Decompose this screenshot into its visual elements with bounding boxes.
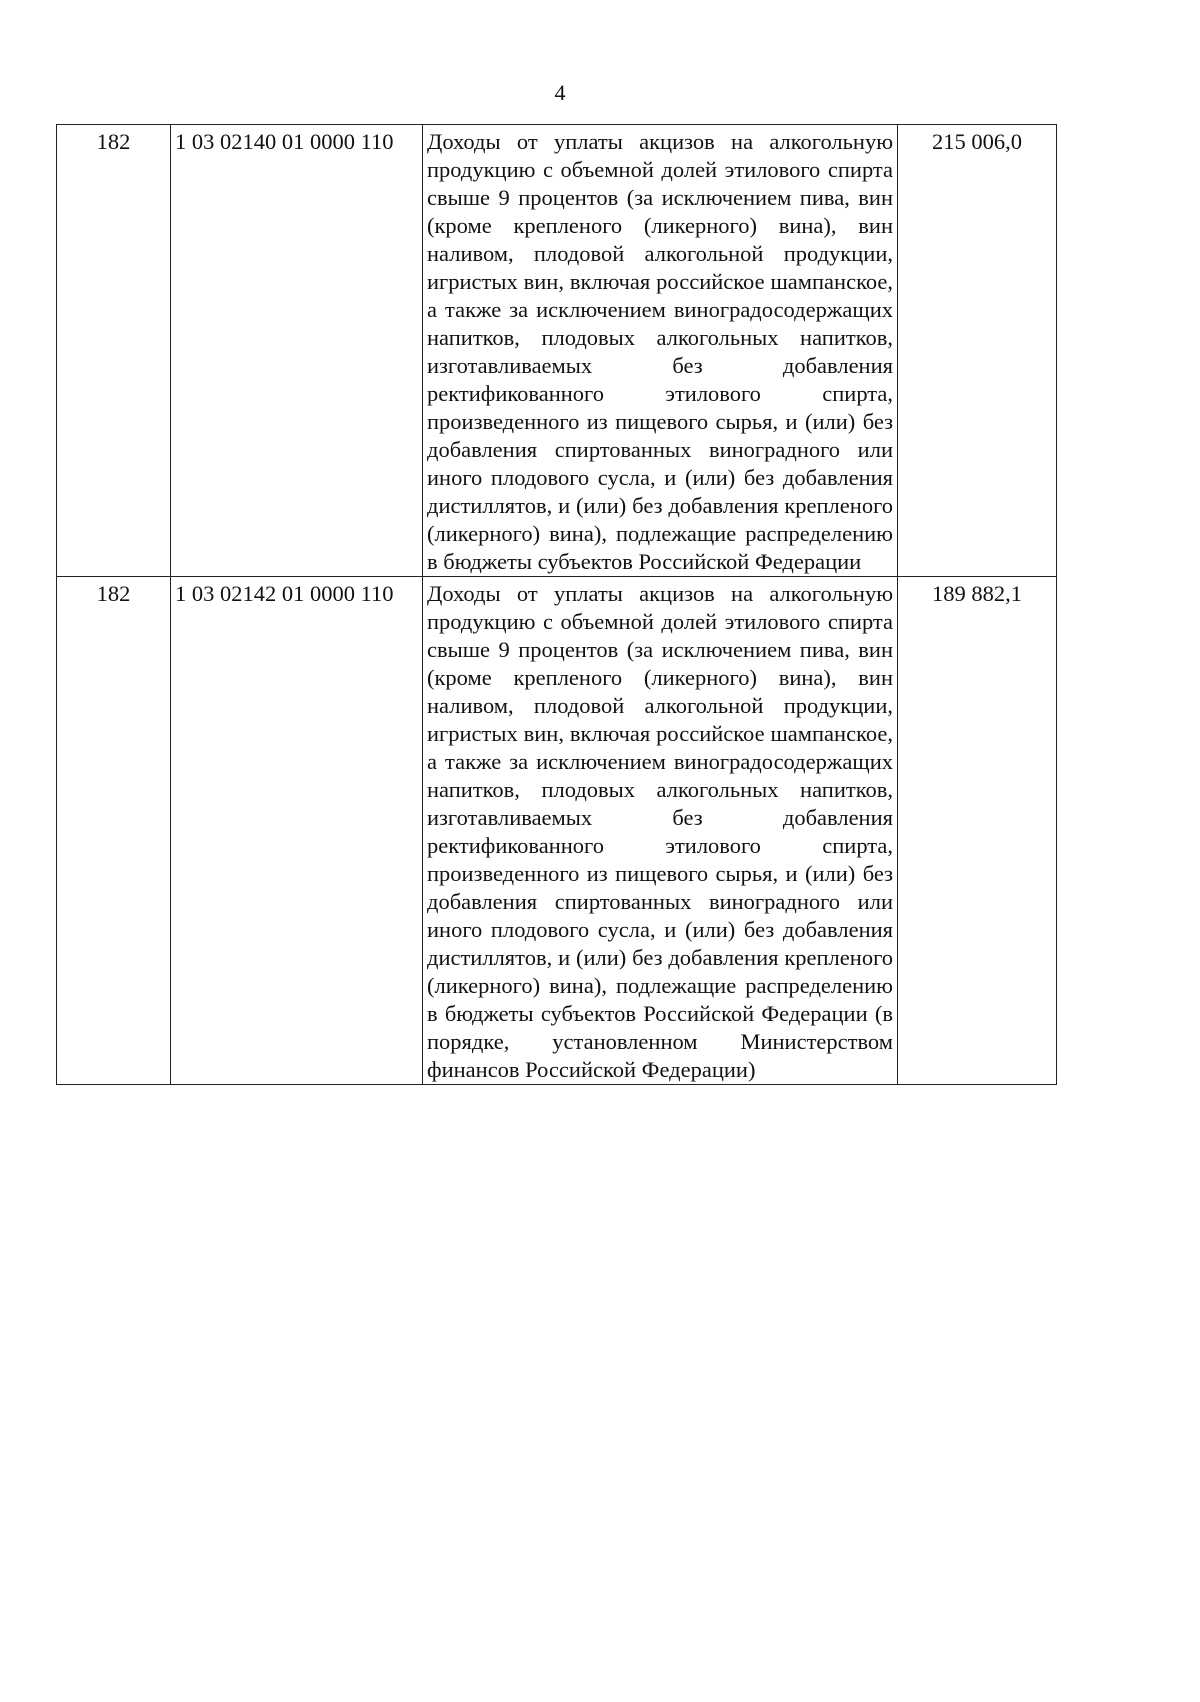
table-row — [57, 577, 1057, 1085]
page-number: 4 — [554, 80, 566, 105]
admin-code-cell: 182 — [57, 577, 171, 1085]
table-row — [57, 125, 1057, 577]
admin-code-cell: 182 — [57, 125, 171, 577]
kbk-code-cell: 1 03 02142 01 0000 110 — [171, 577, 423, 1085]
description-cell: Доходы от уплаты акцизов на алкогольную продукцию с объемной долей этилового спирта свыше 9 процентов (за исключением пива, вин (кроме крепленого (ликерного) вина), вин наливом, плодовой алкогольной продукции, игристых вин, включая российское шампанское, а также за исключением виноградосодержащих напитков, плодовых алкогольных напитков, изготавливаемых без добавления ректификованного этилового спирта, произведенного из пищевого сырья, и (или) без добавления спиртованных виноградного или иного плодового сусла, и (или) без добавления дистиллятов, и (или) без добавления крепленого (ликерного) вина), подлежащие распределению в бюджеты субъектов Российской Федерации (в порядке, установленном Министерством финансов Российской Федерации) — [423, 577, 898, 1085]
kbk-code-cell: 1 03 02140 01 0000 110 — [171, 125, 423, 577]
amount-cell: 189 882,1 — [898, 577, 1057, 1085]
description-cell: Доходы от уплаты акцизов на алкогольную продукцию с объемной долей этилового спирта свыше 9 процентов (за исключением пива, вин (кроме крепленого (ликерного) вина), вин наливом, плодовой алкогольной продукции, игристых вин, включая российское шампанское, а также за исключением виноградосодержащих напитков, плодовых алкогольных напитков, изготавливаемых без добавления ректификованного этилового спирта, произведенного из пищевого сырья, и (или) без добавления спиртованных виноградного или иного плодового сусла, и (или) без добавления дистиллятов, и (или) без добавления крепленого (ликерного) вина), подлежащие распределению в бюджеты субъектов Российской Федерации — [423, 125, 898, 577]
amount-cell: 215 006,0 — [898, 125, 1057, 577]
revenue-table — [56, 124, 1057, 1085]
